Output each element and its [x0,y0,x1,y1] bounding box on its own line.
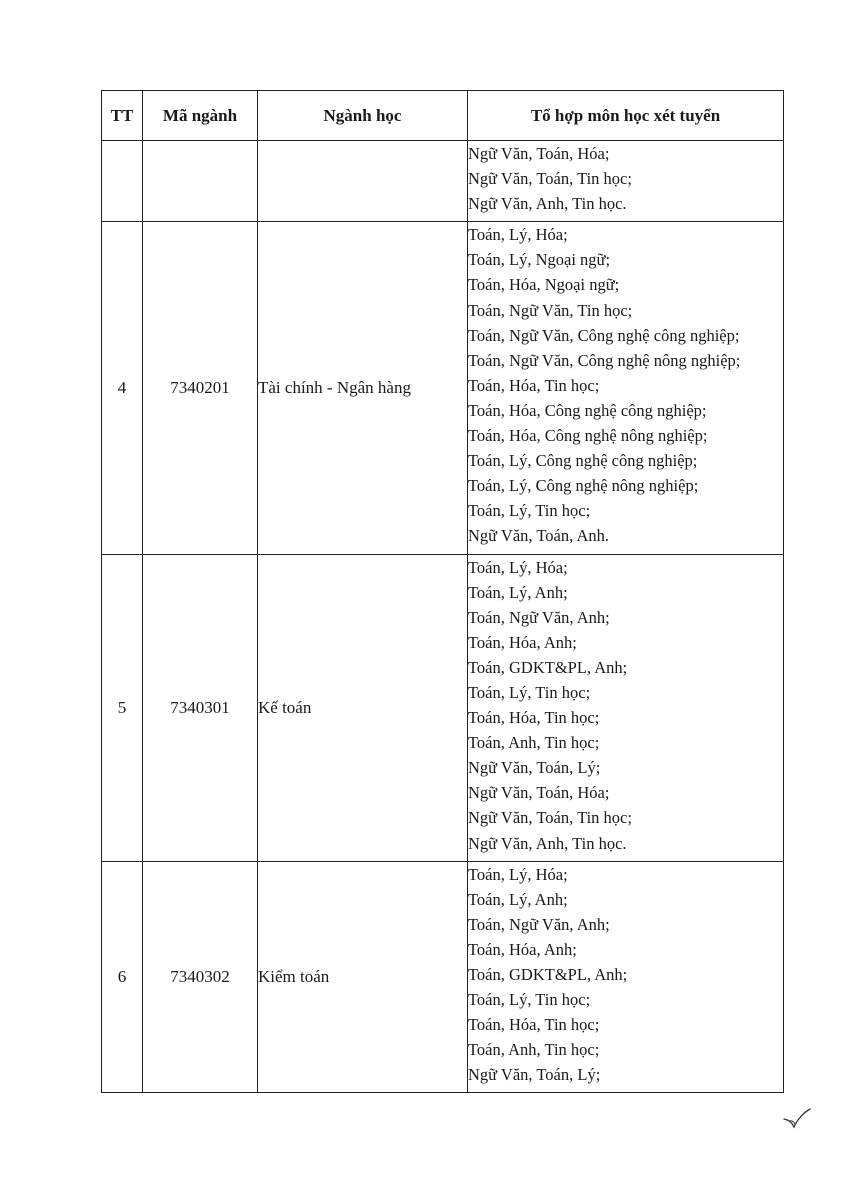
row-major-name: Tài chính - Ngân hàng [258,222,468,554]
subject-combination: Toán, Lý, Hóa; [468,864,568,884]
subject-combination: Ngữ Văn, Toán, Lý; [468,758,601,778]
subject-combination: Ngữ Văn, Toán, Tin học; [468,808,632,828]
row-major-code: 7340201 [143,222,258,554]
row-tt: 4 [102,222,143,554]
table-row [102,141,784,222]
subject-combination: Ngữ Văn, Toán, Hóa; [468,783,610,803]
subject-combination: Ngữ Văn, Anh, Tin học. [468,833,627,853]
subject-combination: Ngữ Văn, Toán, Anh. [468,526,610,546]
header-major-code: Mã ngành [143,91,258,141]
row-tt [102,141,143,222]
subject-combination: Ngữ Văn, Toán, Hóa; [468,144,610,163]
subject-combination: Toán, Ngữ Văn, Anh; [468,607,610,627]
subject-combination: Toán, Lý, Ngoại ngữ; [468,250,611,270]
subject-combination: Toán, Ngữ Văn, Công nghệ nông nghiệp; [468,350,741,370]
row-tt: 6 [102,861,143,1093]
subject-combination: Toán, Hóa, Tin học; [468,1015,600,1035]
subject-combination: Toán, Hóa, Công nghệ nông nghiệp; [468,426,708,446]
table-header-row [102,91,784,141]
row-subject-combinations [468,861,784,1093]
subject-combination: Toán, Hóa, Tin học; [468,708,600,728]
subject-combination: Toán, Lý, Anh; [468,582,568,602]
row-subject-combinations [468,141,784,222]
row-major-name: Kế toán [258,554,468,861]
table-row [102,861,784,1093]
row-subject-combinations [468,554,784,861]
subject-combination: Toán, Lý, Hóa; [468,225,568,245]
subject-combination: Toán, Hóa, Công nghệ công nghiệp; [468,400,707,420]
subject-combination: Toán, Hóa, Anh; [468,939,577,959]
row-tt: 5 [102,554,143,861]
subject-combination: Toán, Ngữ Văn, Tin học; [468,300,633,320]
header-major-name: Ngành học [258,91,468,141]
row-major-code: 7340301 [143,554,258,861]
subject-combination: Ngữ Văn, Toán, Tin học; [468,169,632,189]
subject-combination: Toán, Lý, Hóa; [468,557,568,577]
subject-combination: Toán, Ngữ Văn, Anh; [468,914,610,934]
subject-combination: Toán, GDKT&PL, Anh; [468,965,628,984]
subject-combination: Toán, Lý, Tin học; [468,682,591,702]
handwritten-checkmark-icon [782,1108,812,1130]
row-major-code: 7340302 [143,861,258,1093]
subject-combination: Toán, Ngữ Văn, Công nghệ công nghiệp; [468,325,740,345]
header-subject-combinations: Tổ hợp môn học xét tuyển [468,91,784,141]
subject-combination: Toán, Anh, Tin học; [468,1040,600,1060]
admission-combinations-table [101,90,784,1093]
header-tt: TT [102,91,143,141]
row-major-code [143,141,258,222]
subject-combination: Toán, Hóa, Anh; [468,632,577,652]
row-major-name [258,141,468,222]
table-body [102,141,784,1093]
subject-combination: Toán, Lý, Công nghệ nông nghiệp; [468,476,699,496]
table-row [102,554,784,861]
subject-combination: Toán, Lý, Tin học; [468,990,591,1010]
subject-combination: Toán, Lý, Tin học; [468,501,591,521]
subject-combination: Toán, Hóa, Tin học; [468,375,600,395]
subject-combination: Toán, GDKT&PL, Anh; [468,657,628,677]
subject-combination: Toán, Hóa, Ngoại ngữ; [468,275,620,295]
row-subject-combinations [468,222,784,554]
subject-combination: Ngữ Văn, Anh, Tin học. [468,194,627,214]
subject-combination: Toán, Lý, Công nghệ công nghiệp; [468,451,698,471]
subject-combination: Toán, Anh, Tin học; [468,733,600,753]
row-major-name: Kiểm toán [258,861,468,1093]
subject-combination: Toán, Lý, Anh; [468,889,568,909]
table-row [102,222,784,554]
subject-combination: Ngữ Văn, Toán, Lý; [468,1065,601,1085]
